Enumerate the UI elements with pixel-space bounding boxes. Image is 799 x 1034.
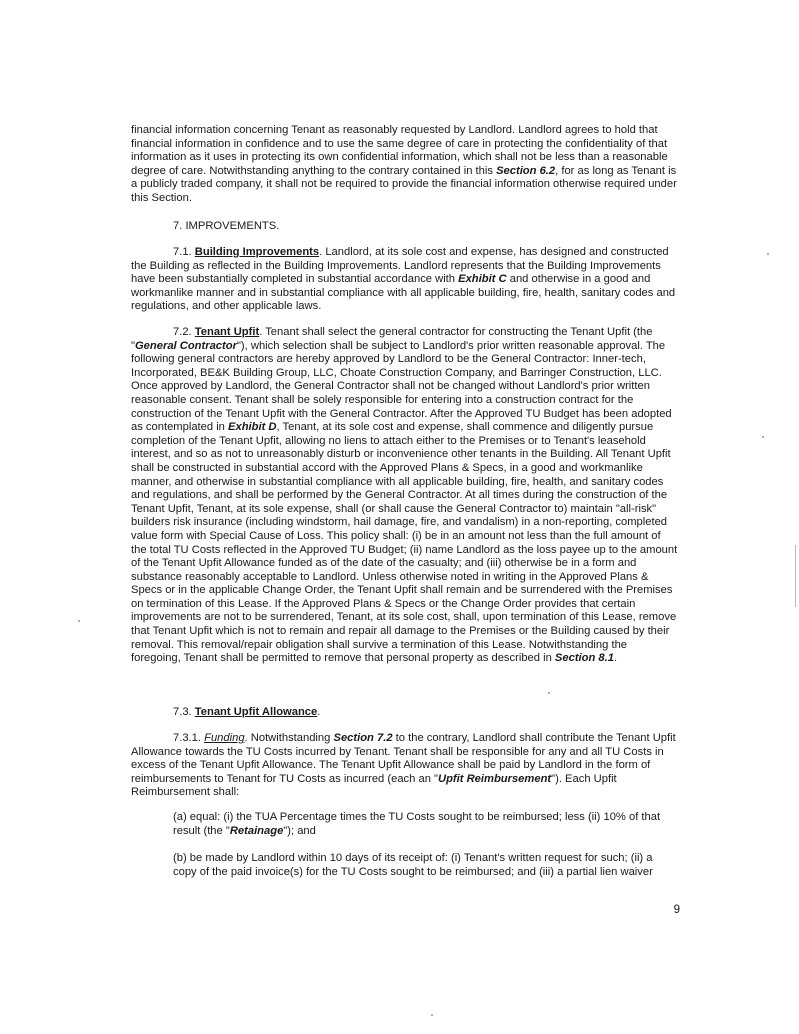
paragraph-text: to the contrary, Landlord shall contribute the Tenant Upfit Allowance towards the TU Costs incurred by Tenant. Tenant shall be responsible for any and all TU Costs in excess of the Tenant Upfit Allowance. The Tenant Upfit Allowance shall be paid by Landlord in the form of reimbursements to Tenant for TU Costs as incurred (each an " — [131, 732, 676, 785]
paragraph-text: . — [317, 706, 321, 718]
section-title: Tenant Upfit Allowance — [194, 706, 318, 718]
paragraph-section-7-3 — [131, 706, 679, 720]
paragraph-text: , for as long as Tenant is a publicly traded company, it shall not be required to provide the financial information otherwise required under this Section. — [131, 164, 677, 204]
list-item-a — [173, 811, 679, 838]
paragraph-text: financial information concerning Tenant as reasonably requested by Landlord. Landlord agrees to hold that financial information in confidence and to use the same degree of care in protecting the confidentiality of that information as it uses in protecting its own confidential information, which shall not be less than a reasonable degree of care. Notwithstanding anything to the contrary contained in this — [131, 124, 668, 177]
exhibit-reference: Exhibit D — [228, 421, 277, 434]
section-reference: Section 6.2 — [496, 164, 556, 177]
list-item-b — [173, 852, 679, 879]
paragraph-section-7-3-1 — [131, 732, 679, 800]
paragraph-text: . Notwithstanding — [244, 732, 334, 744]
paragraph-text: "), which selection shall be subject to Landlord's prior written reasonable approval. The following general contractors are hereby approved by Landlord to be the General Contractor: Inner-tech, Incorporated, BE&K Building Group, LLC, Choate Construction Company, and Barringer Construction, LLC. Once approved by Landlord, the General Contractor shall not be changed without Landlord's prior written reasonable consent. Tenant shall be solely responsible for entering into a construction contract for the construction of the Tenant Upfit with the General Contractor. After the Approved TU Budget has been adopted as contemplated in — [131, 339, 672, 434]
defined-term: Upfit Reimbursement — [438, 772, 552, 785]
paragraph-text: . Landlord, at its sole cost and expense, has designed and constructed the Building as reflected in the Building Improvements. Landlord represents that the Building Improvements have been substantially completed in substantial accordance with — [131, 246, 669, 286]
paragraph-text: and otherwise in a good and workmanlike manner and in substantial compliance with all applicable building, fire, health, sanitary codes and regulations, and other applicable laws. — [131, 273, 676, 313]
scan-edge-mark — [795, 545, 796, 607]
section-number: 7.3.1. — [173, 732, 201, 744]
list-item-text: "); and — [283, 824, 316, 837]
scan-speck — [762, 436, 764, 438]
paragraph-text: . Tenant shall select the general contractor for constructing the Tenant Upfit (the " — [131, 326, 653, 352]
paragraph-section-6-2 — [131, 124, 679, 206]
section-number: 7.1. — [173, 246, 192, 258]
section-title: Funding — [204, 732, 245, 744]
section-number: 7.3. — [173, 706, 192, 718]
defined-term: General Contractor — [134, 339, 237, 352]
paragraph-text: "). Each Upfit Reimbursement shall: — [131, 772, 617, 799]
scan-speck — [431, 1014, 433, 1016]
paragraph-text: . — [614, 652, 618, 665]
defined-term: Retainage — [229, 824, 284, 837]
section-reference: Section 7.2 — [333, 732, 393, 744]
scan-speck — [78, 620, 80, 622]
section-reference: Section 8.1 — [554, 652, 614, 665]
scan-speck — [548, 692, 550, 694]
paragraph-section-7-2 — [131, 326, 679, 666]
section-number: 7.2. — [173, 326, 192, 338]
section-title: Tenant Upfit — [194, 326, 260, 338]
list-item-text: (a) equal: (i) the TUA Percentage times the TU Costs sought to be reimbursed; less (ii) 10% of that result (the " — [173, 811, 661, 837]
scan-speck — [767, 253, 769, 255]
section-7-heading — [131, 220, 679, 234]
paragraph-text: , Tenant, at its sole cost and expense, shall commence and diligently pursue completion of the Tenant Upfit, allowing no liens to attach either to the Premises or to Tenant's leasehold interest, and so as not to unreasonably disturb or inconvenience other tenants in the Building. All Tenant Upfit shall be constructed in substantial accord with the Approved Plans & Specs, in a good and workmanlike manner, and otherwise in substantial compliance with all applicable building, fire, health, and sanitary codes and regulations, and shall be performed by the General Contractor. At all times during the construction of the Tenant Upfit, Tenant, at its sole expense, shall (or shall cause the General Contractor to) maintain "all-risk" builders risk insurance (including windstorm, hail damage, fire, and vandalism) in a non-reporting, completed value form with Special Cause of Loss. This policy shall: (i) be in an amount not less than the full amount of the total TU Costs reflected in the Approved TU Budget; (ii) name Landlord as the loss payee up to the amount of the Tenant Upfit Allowance funded as of the date of the casualty; and (iii) otherwise be in a form and substance reasonably acceptable to Landlord. Unless otherwise noted in writing in the Approved Plans & Specs or in the applicable Change Order, the Tenant Upfit shall remain and be surrendered with the Premises on termination of this Lease. If the Approved Plans & Specs or the Change Order provides that certain improvements are not to be surrendered, Tenant, at its sole cost, shall, upon termination of this Lease, remove that Tenant Upfit which is not to remain and repair all damage to the Premises or the Building caused by their removal. This removal/repair obligation shall survive a termination of this Lease. Notwithstanding the foregoing, Tenant shall be permitted to remove that personal property as described in — [131, 421, 678, 665]
section-heading-text: 7. IMPROVEMENTS. — [173, 220, 280, 232]
page-number: 9 — [673, 904, 680, 916]
exhibit-reference: Exhibit C — [458, 273, 507, 286]
section-title: Building Improvements — [194, 246, 320, 258]
paragraph-section-7-1 — [131, 246, 679, 314]
list-item-text: (b) be made by Landlord within 10 days of its receipt of: (i) Tenant's written request for such; (ii) a copy of the paid invoice(s) for the TU Costs sought to be reimbursed; and (iii) a partial lien waiver — [173, 852, 653, 878]
